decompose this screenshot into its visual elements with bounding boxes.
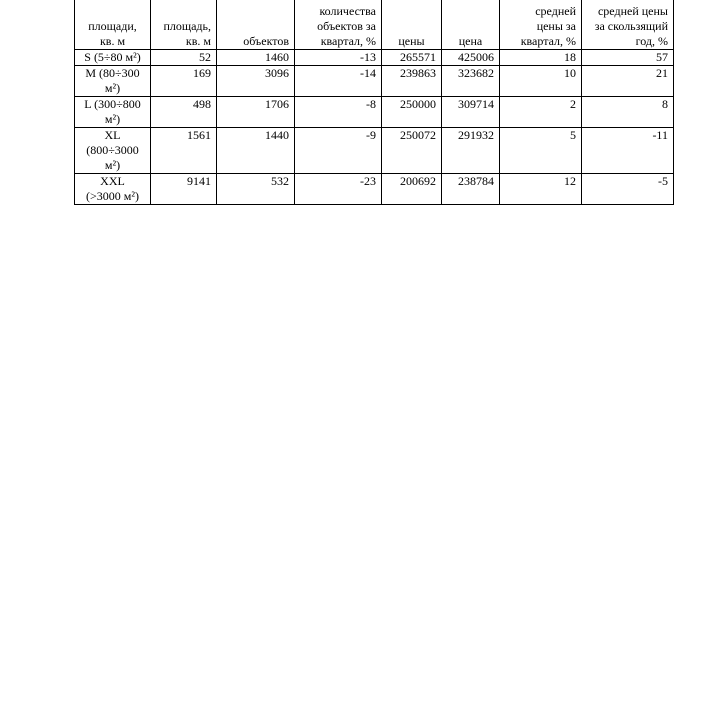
segment-cell <box>75 128 151 174</box>
header-text: кв. м <box>99 34 126 48</box>
value-cell: 2 <box>500 97 582 128</box>
header-text: объектов за <box>317 19 376 33</box>
table-row <box>75 97 674 128</box>
market-segments-table <box>74 0 674 205</box>
value-cell: -8 <box>295 97 382 128</box>
segment-label: м²) <box>104 81 121 95</box>
header-text: кв. м <box>185 34 211 48</box>
table-row <box>75 50 674 66</box>
value-cell: 425006 <box>442 50 500 66</box>
table-header-row <box>75 0 674 50</box>
value-cell: 250072 <box>382 128 442 174</box>
value-cell: 291932 <box>442 128 500 174</box>
value-cell: 12 <box>500 174 582 205</box>
header-text: год, % <box>635 34 668 48</box>
value-cell: 8 <box>582 97 674 128</box>
value-cell: 1460 <box>217 50 295 66</box>
segment-cell <box>75 50 151 66</box>
segment-label: м²) <box>104 158 121 172</box>
value-cell: 10 <box>500 66 582 97</box>
header-cell <box>500 0 582 50</box>
header-cell <box>217 0 295 50</box>
segment-label: M (80÷300 <box>85 66 140 80</box>
segment-label: (800÷3000 <box>86 143 139 157</box>
segment-cell <box>75 174 151 205</box>
segment-label: м²) <box>104 112 121 126</box>
value-cell: 1561 <box>151 128 217 174</box>
header-text: средней <box>535 4 576 18</box>
header-text: за скользящий <box>594 19 668 33</box>
value-cell: -14 <box>295 66 382 97</box>
table-row <box>75 128 674 174</box>
segment-label: (>3000 м²) <box>86 189 139 203</box>
header-text: квартал, % <box>520 34 576 48</box>
value-cell: -13 <box>295 50 382 66</box>
value-cell: 250000 <box>382 97 442 128</box>
value-cell: -5 <box>582 174 674 205</box>
value-cell: 323682 <box>442 66 500 97</box>
segment-label: XL <box>104 128 121 142</box>
value-cell: 239863 <box>382 66 442 97</box>
value-cell: 3096 <box>217 66 295 97</box>
table-body <box>75 0 674 205</box>
table-row <box>75 174 674 205</box>
header-text: цены <box>398 34 425 48</box>
header-text: площади, <box>88 19 137 33</box>
value-cell: 5 <box>500 128 582 174</box>
value-cell: 200692 <box>382 174 442 205</box>
value-cell: -9 <box>295 128 382 174</box>
value-cell: 18 <box>500 50 582 66</box>
header-cell <box>382 0 442 50</box>
value-cell: 169 <box>151 66 217 97</box>
segment-label: L (300÷800 <box>84 97 141 111</box>
header-cell <box>442 0 500 50</box>
header-text: средней цены <box>597 4 668 18</box>
value-cell: 498 <box>151 97 217 128</box>
segment-label: XXL <box>100 174 125 188</box>
header-cell <box>75 0 151 50</box>
value-cell: 52 <box>151 50 217 66</box>
value-cell: 532 <box>217 174 295 205</box>
header-cell <box>151 0 217 50</box>
value-cell: -23 <box>295 174 382 205</box>
value-cell: 21 <box>582 66 674 97</box>
value-cell: 1440 <box>217 128 295 174</box>
header-cell <box>582 0 674 50</box>
header-text: количества <box>319 4 376 18</box>
value-cell: 1706 <box>217 97 295 128</box>
header-text: объектов <box>243 34 289 48</box>
header-text: цена <box>458 34 483 48</box>
segment-cell <box>75 97 151 128</box>
header-cell <box>295 0 382 50</box>
value-cell: 238784 <box>442 174 500 205</box>
segment-cell <box>75 66 151 97</box>
value-cell: 9141 <box>151 174 217 205</box>
value-cell: 265571 <box>382 50 442 66</box>
table-row <box>75 66 674 97</box>
value-cell: -11 <box>582 128 674 174</box>
header-text: цены за <box>536 19 576 33</box>
value-cell: 309714 <box>442 97 500 128</box>
header-text: площадь, <box>163 19 211 33</box>
segment-label: S (5÷80 м²) <box>84 50 141 64</box>
header-text: квартал, % <box>320 34 376 48</box>
value-cell: 57 <box>582 50 674 66</box>
